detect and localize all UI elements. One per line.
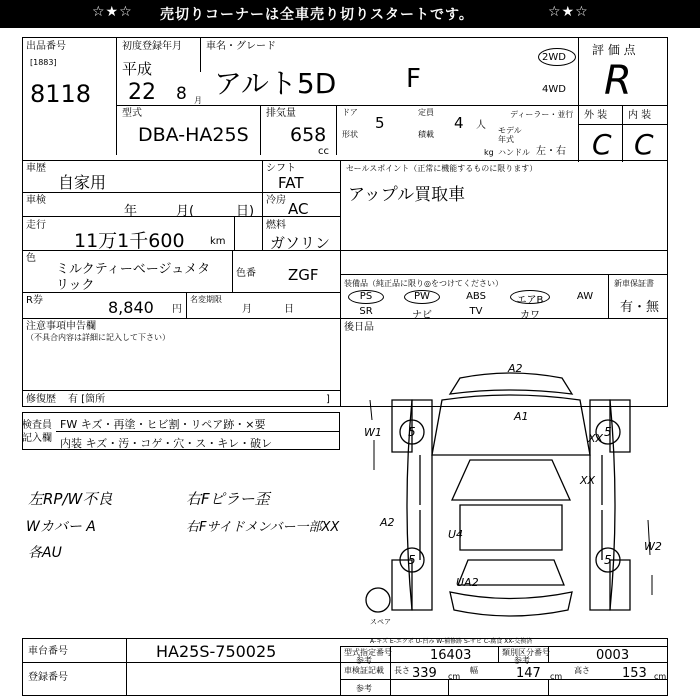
repair-label: 修復歴 xyxy=(26,394,56,405)
registration-era: 平成 xyxy=(122,60,153,78)
equip-airbag: エアB xyxy=(516,295,544,306)
engine-label: 排気量 xyxy=(266,108,296,119)
note-left-1: 左RP/W不良 xyxy=(28,490,113,508)
color-label: 色 xyxy=(26,253,36,264)
chassis-value: HA25S-750025 xyxy=(156,642,277,661)
handle-value: 左・右 xyxy=(536,146,566,157)
engine-value: 658 xyxy=(290,124,327,146)
name-change-day: 日 xyxy=(284,304,294,315)
height-label: 高さ xyxy=(574,666,590,675)
recycle-unit: 円 xyxy=(172,304,182,315)
roof-outline xyxy=(460,505,562,550)
classification-label: 類別区分番号 xyxy=(502,648,550,657)
shift-label: シフト xyxy=(266,163,296,174)
repair-close: ] xyxy=(326,394,330,405)
fuel-label: 燃料 xyxy=(266,220,286,231)
length-unit: cm xyxy=(448,672,461,681)
car-damage-diagram xyxy=(340,360,670,635)
capacity-unit: 人 xyxy=(476,120,486,131)
model-value: DBA-HA25S xyxy=(138,124,249,146)
back-seat-label: 後日品 xyxy=(344,322,374,333)
inspector-label-2: 記入欄 xyxy=(22,433,52,444)
capacity-label: 定員 xyxy=(418,108,434,117)
kg-label: kg xyxy=(484,148,494,157)
length-label: 長さ xyxy=(394,666,410,675)
score-int-label: 内 装 xyxy=(628,110,652,121)
mark-u4: U4 xyxy=(448,528,464,541)
inspection-label: 車検 xyxy=(26,195,46,206)
mark-ua2: UA2 xyxy=(456,576,479,589)
inspection-day-label: 日) xyxy=(236,204,255,219)
drive-4wd: 4WD xyxy=(542,84,566,95)
sheet-frame xyxy=(22,37,668,407)
dims-sublabel: 参考 xyxy=(356,684,372,693)
equip-tv: TV xyxy=(469,306,483,317)
equip-sr: SR xyxy=(359,306,373,317)
shift-value: FAT xyxy=(278,174,304,192)
mark-xx-1: XX xyxy=(588,432,604,445)
mark-w1-left: W1 xyxy=(364,426,382,439)
load-label: 積載 xyxy=(418,130,434,139)
color-line2: リック xyxy=(56,278,95,293)
color-code: ZGF xyxy=(288,266,319,284)
repair-value: 有 [箇所 xyxy=(68,394,106,405)
doors-label: ドア xyxy=(342,108,358,117)
mark-w2-right: W2 xyxy=(644,540,662,553)
doors-value: 5 xyxy=(375,114,385,132)
chassis-label: 車台番号 xyxy=(28,646,68,657)
doors-shape-label: 形状 xyxy=(342,130,358,139)
score-int: C xyxy=(634,128,654,161)
mark-spare: スペア xyxy=(370,618,391,626)
banner-stars-left: ☆★☆ xyxy=(92,4,133,20)
ac-value: AC xyxy=(288,200,309,218)
hood-outline xyxy=(432,395,590,455)
recycle-value: 8,840 xyxy=(108,298,154,317)
banner-text: 売切りコーナーは全車売り切りスタートです。 xyxy=(160,7,474,23)
registration-month: 8 xyxy=(176,84,187,104)
height-value: 153 xyxy=(622,666,647,681)
note-left-3: 各AU xyxy=(28,545,62,561)
equipment-label: 装備品（純正品に限り◎をつけてください） xyxy=(344,279,503,288)
note-right-2: 右Fサイドメンバー一部XX xyxy=(186,520,340,535)
mileage-label: 走行 xyxy=(26,220,46,231)
width-unit: cm xyxy=(550,672,563,681)
reg-number-label: 登録番号 xyxy=(28,672,68,683)
mark-a1-hood: A1 xyxy=(514,410,529,423)
mark-five-2: 5 xyxy=(604,425,612,439)
equip-aw: AW xyxy=(576,291,594,302)
usage-label: 車歴 xyxy=(26,163,46,174)
dims-label: 車検証記載 xyxy=(344,666,384,675)
score-ext: C xyxy=(592,128,612,161)
inspection-year-label: 年 xyxy=(124,204,138,219)
dealer-label: ディーラー・並行 xyxy=(510,110,574,119)
model-year-label: モデル年式 xyxy=(498,126,522,144)
equip-navi: ナビ xyxy=(412,310,432,321)
lot-number: 8118 xyxy=(30,80,92,108)
engine-unit: cc xyxy=(318,146,329,157)
mark-a2-top: A2 xyxy=(508,362,523,375)
inspector-row-1: FW キズ・再塗・ヒビ割・リペア跡・×要 xyxy=(60,418,266,431)
handle-label: ハンドル xyxy=(498,148,530,157)
score-ext-label: 外 装 xyxy=(584,110,608,121)
mark-five-1: 5 xyxy=(408,425,416,439)
name-change-label: 名変期限 xyxy=(190,295,222,304)
warranty-value: 有・無 xyxy=(620,300,660,315)
equip-pw: PW xyxy=(414,291,430,302)
registration-month-unit: 月 xyxy=(194,96,202,105)
model-label: 型式 xyxy=(122,108,142,119)
front-bumper-outline xyxy=(450,373,572,394)
name-change-month: 月 xyxy=(242,304,252,315)
color-code-label: 色番 xyxy=(236,268,256,279)
fuel-value: ガソリン xyxy=(270,234,331,252)
sales-point-label: セールスポイント（正常に機能するものに限ります） xyxy=(346,164,538,173)
length-value: 339 xyxy=(412,666,437,681)
classification-value: 0003 xyxy=(596,648,630,663)
recycle-label: R券 xyxy=(26,295,43,306)
drive-2wd: 2WD xyxy=(542,52,566,63)
damage-legend: A-キズ E-エクボ U-凹み W-補修跡 S-サビ C-腐食 XX-交換済 xyxy=(370,638,533,645)
inspector-label-1: 検査員 xyxy=(22,420,52,431)
model-designation-value: 16403 xyxy=(430,648,472,663)
equip-ps: PS xyxy=(359,291,373,302)
height-unit: cm xyxy=(654,672,667,681)
inspector-row-2: 内装 キズ・汚・コゲ・穴・ス・キレ・破レ xyxy=(60,437,273,450)
equip-abs: ABS xyxy=(466,291,486,302)
mark-a2-left: A2 xyxy=(380,516,395,529)
equip-leather: カワ xyxy=(520,310,540,321)
width-label: 幅 xyxy=(470,666,478,675)
color-line1: ミルクティーベージュメタ xyxy=(56,262,211,277)
score-label: 評 価 点 xyxy=(592,43,636,57)
capacity-value: 4 xyxy=(454,114,464,132)
notes-label: 注意事項申告欄 xyxy=(26,321,96,332)
model-designation-sublabel: 参考 xyxy=(356,656,372,665)
score-value: R xyxy=(604,58,632,104)
rear-bumper-outline xyxy=(450,592,572,616)
mark-five-4: 5 xyxy=(604,553,612,567)
banner xyxy=(0,0,700,28)
car-grade: F xyxy=(406,64,421,94)
mark-xx-2: XX xyxy=(580,474,596,487)
mark-five-3: 5 xyxy=(408,553,416,567)
notes-small: （不具合内容は詳細に記入して下さい） xyxy=(26,333,170,342)
lot-small-number: [1883] xyxy=(30,58,57,67)
registration-label: 初度登録年月 xyxy=(122,41,182,52)
mileage-value: 11万1千600 xyxy=(74,230,185,252)
classification-sublabel: 参考 xyxy=(514,656,530,665)
warranty-label: 新車保証書 xyxy=(614,279,654,288)
inspection-month-label: 月( xyxy=(176,204,195,219)
usage-value: 自家用 xyxy=(58,173,107,192)
windshield-outline xyxy=(452,460,570,500)
car-name: アルト5D xyxy=(214,67,337,100)
ac-label: 冷房 xyxy=(266,195,286,206)
banner-stars-right: ☆★☆ xyxy=(548,4,589,20)
mileage-unit: km xyxy=(210,236,226,247)
lot-label: 出品番号 xyxy=(26,41,66,52)
width-value: 147 xyxy=(516,666,541,681)
car-label: 車名・グレード xyxy=(206,41,276,52)
registration-year: 22 xyxy=(128,80,156,105)
note-right-1: 右Fピラー歪 xyxy=(186,490,270,508)
sales-point-value: アップル買取車 xyxy=(348,185,466,205)
note-left-2: Wカバー A xyxy=(26,519,96,535)
model-designation-label: 型式指定番号 xyxy=(344,648,392,657)
